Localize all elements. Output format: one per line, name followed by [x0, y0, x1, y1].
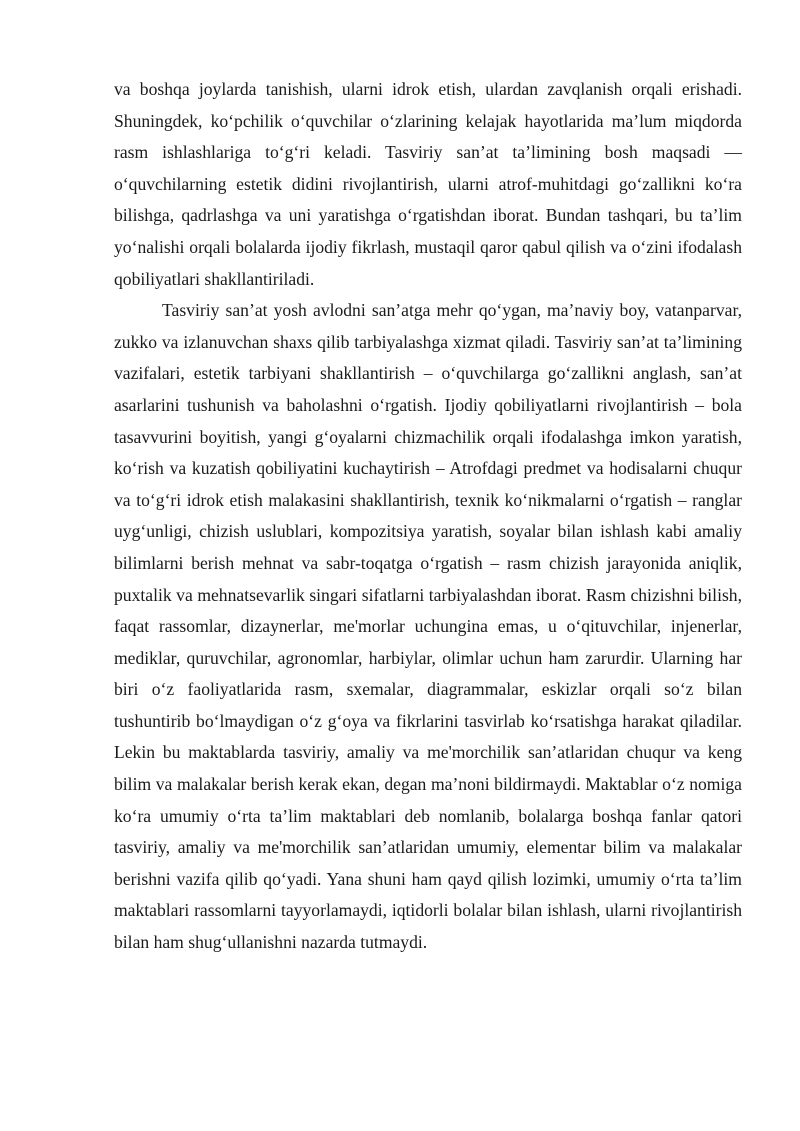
document-page	[114, 74, 742, 959]
paragraph-tasviriy-sanat: Tasviriy san’at yosh avlodni san’atga mehr qo‘ygan, ma’naviy boy, vatanparvar, zukko va izlanuvchan shaxs qilib tarbiyalashga xizmat qiladi. Tasviriy san’at ta’limining vazifalari, estetik tarbiyani shakllantirish – o‘quvchilarga go‘zallikni anglash, san’at asarlarini tushunish va baholashni o‘rgatish. Ijodiy qobiliyatlarni rivojlantirish – bola tasavvurini boyitish, yangi g‘oyalarni chizmachilik orqali ifodalashga imkon yaratish, ko‘rish va kuzatish qobiliyatini kuchaytirish – Atrofdagi predmet va hodisalarni chuqur va to‘g‘ri idrok etish malakasini shakllantirish, texnik ko‘nikmalarni o‘rgatish – ranglar uyg‘unligi, chizish uslublari, kompozitsiya yaratish, soyalar bilan ishlash kabi amaliy bilimlarni berish mehnat va sabr-toqatga o‘rgatish – rasm chizish jarayonida aniqlik, puxtalik va mehnatsevarlik singari sifatlarni tarbiyalashdan iborat. Rasm chizishni bilish, faqat rassomlar, dizaynerlar, me'morlar uchungina emas, u o‘qituvchilar, injenerlar, mediklar, quruvchilar, agronomlar, harbiylar, olimlar uchun ham zarurdir. Ularning har biri o‘z faoliyatlarida rasm, sxemalar, diagrammalar, eskizlar orqali so‘z bilan tushuntirib bo‘lmaydigan o‘z g‘oya va fikrlarini tasvirlab ko‘rsatishga harakat qiladilar. Lekin bu maktablarda tasviriy, amaliy va me'morchilik san’atlaridan chuqur va keng bilim va malakalar berish kerak ekan, degan ma’noni bildirmaydi. Maktablar o‘z nomiga ko‘ra umumiy o‘rta ta’lim maktablari deb nomlanib, bolalarga boshqa fanlar qatori tasviriy, amaliy va me'morchilik san’atlaridan umumiy, elementar bilim va malakalar berishni vazifa qilib qo‘yadi. Yana shuni ham qayd qilish lozimki, umumiy o‘rta ta’lim maktablari rassomlarni tayyorlamaydi, iqtidorli bolalar bilan ishlash, ularni rivojlantirish bilan ham shug‘ullanishni nazarda tutmaydi.	[114, 300, 742, 953]
paragraph-continuation: va boshqa joylarda tanishish, ularni idrok etish, ulardan zavqlanish orqali erishadi. Shuningdek, ko‘pchilik o‘quvchilar o‘zlarining kelajak hayotlarida ma’lum miqdorda rasm ishlashlariga to‘g‘ri keladi. Tasviriy san’at ta’limining bosh maqsadi — o‘quvchilarning estetik didini rivojlantirish, ularni atrof-muhitdagi go‘zallikni ko‘ra bilishga, qadrlashga va uni yaratishga o‘rgatishdan iborat. Bundan tashqari, bu ta’lim yo‘nalishi orqali bolalarda ijodiy fikrlash, mustaqil qaror qabul qilish va o‘zini ifodalash qobiliyatlari shakllantiriladi.	[114, 79, 742, 289]
